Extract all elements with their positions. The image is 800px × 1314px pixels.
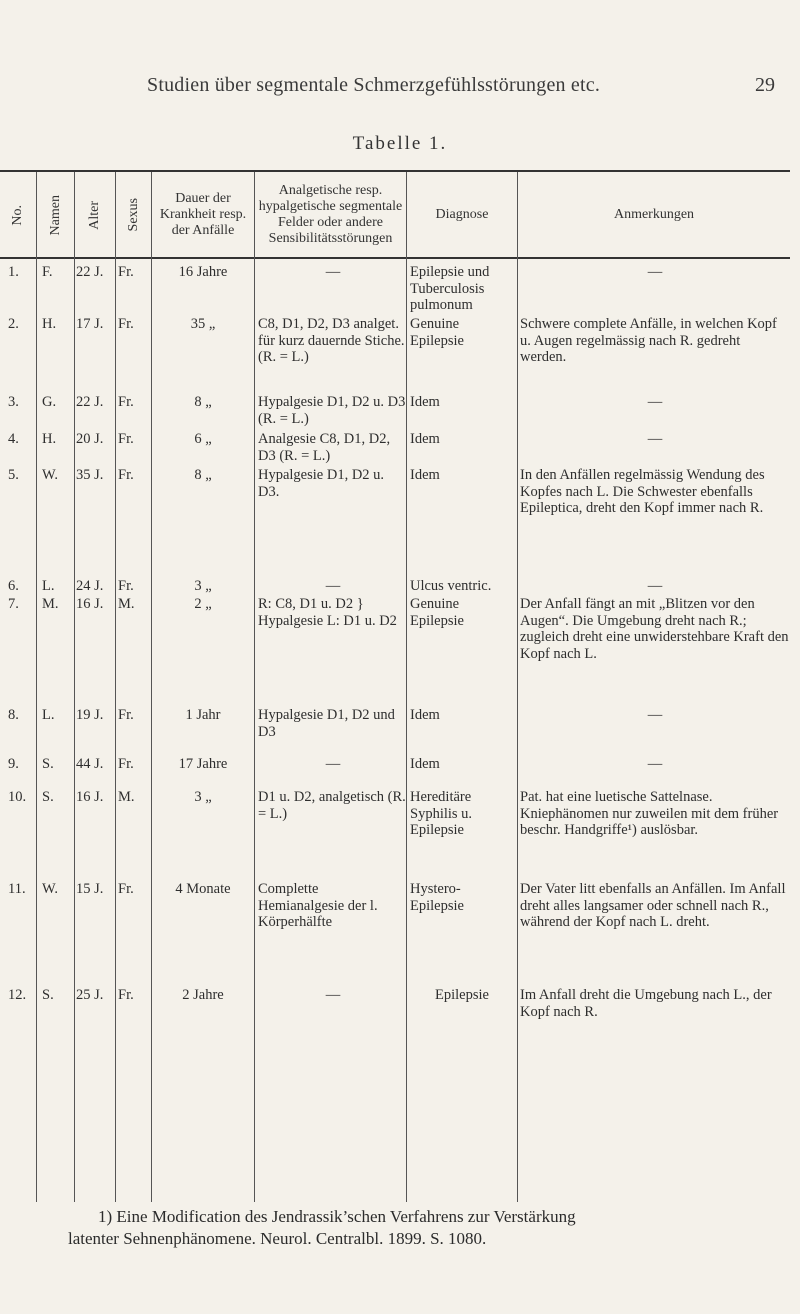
cell-diagnosis: Idem [410,467,440,483]
cell-name: S. [42,789,54,805]
cell-analgesia: — [325,578,341,594]
cell-no: 12. [8,987,27,1003]
cell-no: 7. [8,596,19,612]
page-number: 29 [755,74,775,96]
cell-diagnosis: Genuine Epilepsie [410,316,464,349]
cell-diagnosis: Idem [410,394,440,410]
cell-duration: 4 Monate [175,881,231,897]
header-diagnosis-label: Diagnose [435,207,489,222]
cell-name: H. [42,431,57,447]
cell-duration: 1 Jahr [185,707,221,723]
cell-name: S. [42,756,54,772]
table-header-rule [0,257,790,259]
cell-name: S. [42,987,54,1003]
column-divider [36,172,37,1202]
cell-diagnosis: Epilepsie [435,987,489,1003]
cell-age: 15 J. [76,881,104,897]
cell-name: M. [42,596,59,612]
cell-name: L. [42,578,55,594]
cell-name: L. [42,707,55,723]
cell-duration: 3 „ [194,789,212,805]
cell-analgesia: D1 u. D2, analgetisch (R. = L.) [258,789,406,822]
running-header [0,74,800,104]
cell-sex: M. [118,789,135,805]
cell-analgesia: — [325,987,341,1003]
cell-remarks: Der Anfall fängt an mit „Blitzen vor den Augen“. Die Umgebung dreht nach R.; zugleich dreht eine unwiderstehbare Kraft den Kopf nach L. [520,596,789,662]
table-top-rule [0,170,790,172]
cell-age: 22 J. [76,394,104,410]
cell-sex: Fr. [118,578,134,594]
column-divider [517,172,518,1202]
header-analgesia-label: Analgetische resp. hypalgetische segmentale Felder oder andere Sensibilitätsstörungen [258,183,403,246]
cell-duration: 6 „ [194,431,212,447]
cell-name: W. [42,467,58,483]
cell-duration: 2 Jahre [182,987,224,1003]
cell-analgesia: — [325,756,341,772]
cell-duration: 2 „ [194,596,212,612]
cell-age: 20 J. [76,431,104,447]
header-age-label: Alter [87,200,102,230]
header-remarks-label: Anmerkungen [613,207,695,222]
cell-no: 4. [8,431,19,447]
table-caption: Tabelle 1. [352,133,448,154]
cell-no: 1. [8,264,19,280]
cell-remarks: Schwere complete Anfälle, in welchen Kopf u. Augen regelmässig nach R. gedreht werden. [520,316,777,365]
cell-sex: Fr. [118,467,134,483]
cell-analgesia: Complette Hemianalgesie der l. Körperhälfte [258,881,378,930]
cell-remarks: — [647,578,663,594]
cell-age: 19 J. [76,707,104,723]
cell-analgesia: Analgesie C8, D1, D2, D3 (R. = L.) [258,431,391,464]
cell-remarks: Im Anfall dreht die Umgebung nach L., der Kopf nach R. [520,987,772,1020]
cell-diagnosis: Idem [410,707,440,723]
cell-no: 11. [8,881,26,897]
header-sex-label: Sexus [125,198,141,232]
cell-analgesia: — [325,264,341,280]
cell-duration: 8 „ [194,467,212,483]
cell-name: F. [42,264,53,280]
cell-diagnosis: Hystero-Epilepsie [410,881,464,914]
cell-no: 10. [8,789,27,805]
running-title: Studien über segmentale Schmerzgefühlsstörungen etc. [147,74,601,96]
cell-sex: Fr. [118,987,134,1003]
cell-age: 16 J. [76,596,104,612]
cell-remarks: — [647,756,663,772]
cell-sex: Fr. [118,707,134,723]
cell-name: G. [42,394,57,410]
cell-diagnosis: Ulcus ventric. [410,578,492,594]
footnote-line-2: latenter Sehnenphänomene. Neurol. Centralbl. 1899. S. 1080. [68,1229,487,1248]
cell-no: 2. [8,316,19,332]
header-diagnosis [407,174,517,256]
cell-duration: 16 Jahre [178,264,228,280]
cell-remarks: — [647,431,663,447]
cell-age: 24 J. [76,578,104,594]
cell-no: 3. [8,394,19,410]
cell-analgesia: Hypalgesie D1, D2 u. D3 (R. = L.) [258,394,406,427]
cell-no: 9. [8,756,19,772]
cell-remarks: In den Anfällen regelmässig Wendung des Kopfes nach L. Die Schwester ebenfalls Epileptica, dreht den Kopf immer nach R. [520,467,765,516]
header-duration [152,174,254,256]
cell-sex: Fr. [118,264,134,280]
header-name [37,174,74,256]
column-divider [254,172,255,1202]
cell-age: 16 J. [76,789,104,805]
header-remarks [518,174,790,256]
cell-no: 8. [8,707,19,723]
cell-sex: Fr. [118,316,134,332]
cell-diagnosis: Idem [410,431,440,447]
cell-no: 6. [8,578,19,594]
header-name-label: Namen [47,194,63,236]
cell-sex: M. [118,596,135,612]
cell-no: 5. [8,467,19,483]
header-duration-label: Dauer der Krankheit resp. der Anfälle [159,191,247,238]
header-sex [116,174,151,256]
header-analgesia [255,174,406,256]
cell-remarks: — [647,394,663,410]
column-divider [74,172,75,1202]
cell-age: 35 J. [76,467,104,483]
cell-sex: Fr. [118,881,134,897]
cell-age: 25 J. [76,987,104,1003]
cell-duration: 3 „ [194,578,212,594]
cell-diagnosis: Hereditäre Syphilis u. Epilepsie [410,789,473,838]
header-no [0,174,36,256]
cell-diagnosis: Genuine Epilepsie [410,596,464,629]
cell-diagnosis: Idem [410,756,440,772]
cell-name: H. [42,316,57,332]
header-age [75,174,115,256]
cell-remarks: Der Vater litt ebenfalls an Anfällen. Im Anfall dreht alles langsamer oder schnell nach R., während der Kopf nach L. dreht. [520,881,786,930]
cell-analgesia: Hypalgesie D1, D2 und D3 [258,707,395,740]
cell-sex: Fr. [118,756,134,772]
cell-duration: 35 „ [190,316,216,332]
cell-sex: Fr. [118,394,134,410]
cell-analgesia: R: C8, D1 u. D2 } Hypalgesie L: D1 u. D2 [258,596,397,629]
cell-duration: 8 „ [194,394,212,410]
footnote-line-1: 1) Eine Modification des Jendrassik’schen Verfahrens zur Verstärkung [98,1207,576,1226]
column-divider [151,172,152,1202]
cell-diagnosis: Epilepsie und Tuberculosis pulmonum [410,264,490,313]
cell-age: 44 J. [76,756,104,772]
cell-sex: Fr. [118,431,134,447]
cell-duration: 17 Jahre [178,756,228,772]
cell-age: 22 J. [76,264,104,280]
cell-age: 17 J. [76,316,104,332]
header-no-label: No. [10,204,25,226]
cell-remarks: — [647,707,663,723]
cell-remarks: Pat. hat eine luetische Sattelnase. Kniephänomen nur zuweilen mit dem früher beschr. Handgriffe¹) auslösbar. [520,789,779,838]
cell-name: W. [42,881,58,897]
cell-analgesia: C8, D1, D2, D3 analget. für kurz dauernde Stiche. (R. = L.) [258,316,405,365]
cell-remarks: — [647,264,663,280]
cell-analgesia: Hypalgesie D1, D2 u. D3. [258,467,385,500]
